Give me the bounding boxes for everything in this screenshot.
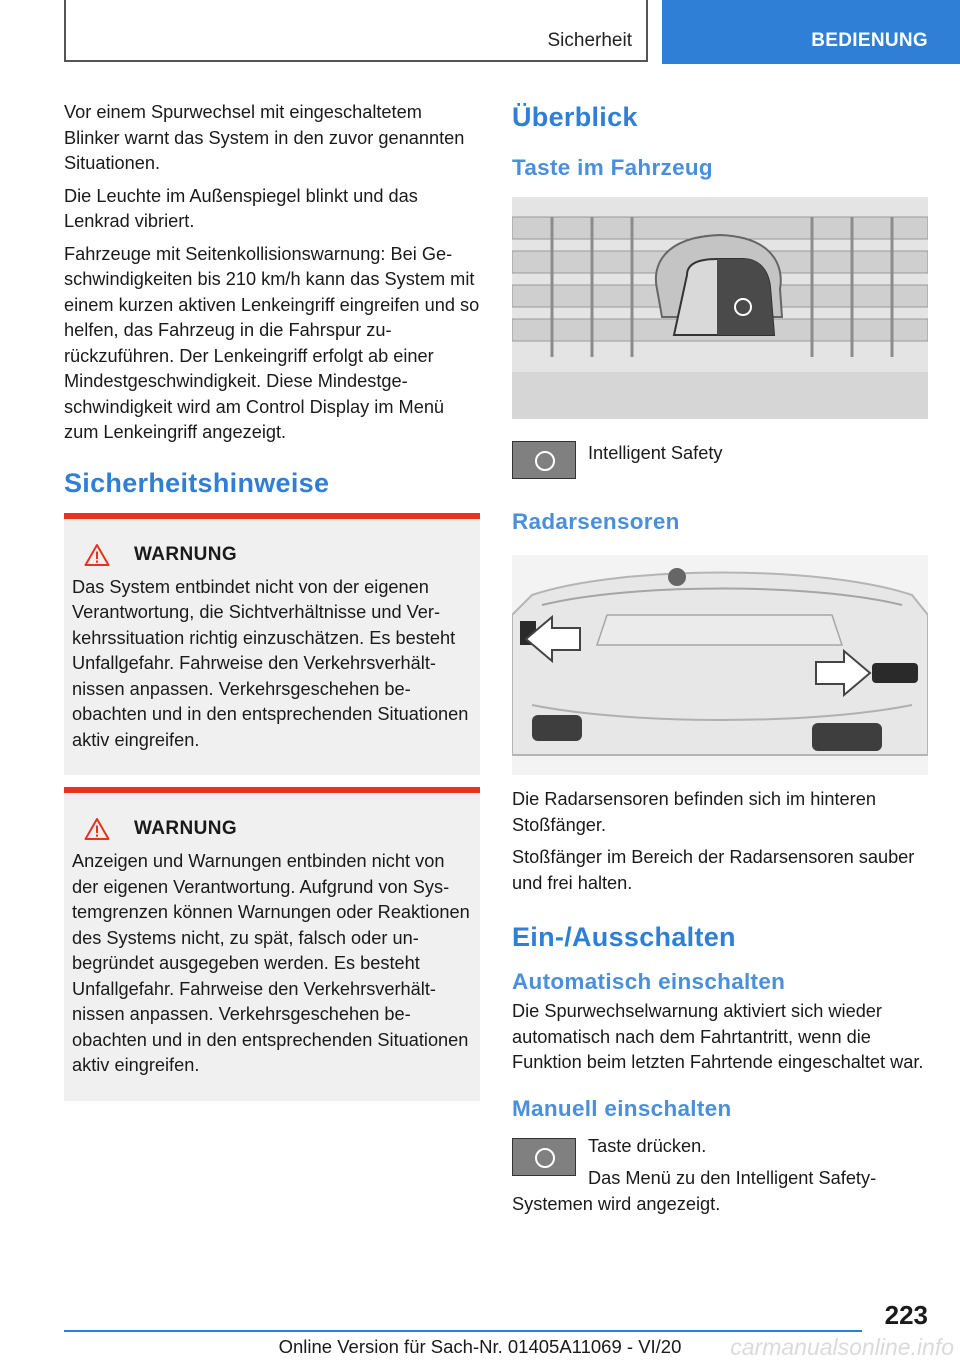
paragraph: Vor einem Spurwechsel mit eingeschaltetem Blinker warnt das System in den zuvor genannten Situationen. xyxy=(64,102,465,173)
watermark: carmanualsonline.info xyxy=(730,1334,954,1360)
intelligent-safety-button-icon xyxy=(512,1138,576,1176)
radar-sensors-image xyxy=(512,555,928,775)
heading-safety-notes: Sicherheitshinweise xyxy=(64,467,330,498)
intelligent-safety-row xyxy=(512,441,928,479)
footer-online-version: Online Version für Sach-Nr. 01405A11069 - VI/20 xyxy=(278,1336,682,1357)
intelligent-safety-button-icon xyxy=(512,441,576,479)
left-column xyxy=(64,100,480,1101)
paragraph: Stoßfänger im Bereich der Radarsensoren sauber und frei halten. xyxy=(512,847,915,893)
warning-text: Anzeigen und Warnungen entbinden nicht von der eigenen Verantwortung. Aufgrund von Systemgrenzen können Warnungen oder Reaktionen des Systems nicht, zu spät, falsch oder unbegründet ausgegeben werden. Es besteht Unfallgefahr. Fahrweise den Verkehrsverhältnissen anpassen. Verkehrsgeschehen beobachten und in den entsprechenden Situationen aktiv eingreifen. xyxy=(72,851,470,1075)
heading-radar-sensors: Radarsensoren xyxy=(512,509,680,534)
warning-text: Das System entbindet nicht von der eigenen Verantwortung, die Sichtverhältnisse und Verkehrssituation richtig einzuschätzen. Es besteht Unfallgefahr. Fahrweise den Verkehrsverhältnissen anpassen. Verkehrsgeschehen beobachten und in den entsprechenden Situationen aktiv eingreifen. xyxy=(72,576,469,750)
paragraph: Fahrzeuge mit Seitenkollisionswarnung: Bei Geschwindigkeiten bis 210 km/h kann das System mit einem kurzen aktiven Lenkeingriff eingreifen und so helfen, das Fahrzeug in die Fahrspur zurückzuführen. Der Lenkeingriff erfolgt ab einer Mindestgeschwindigkeit. Diese Mindestgeschwindigkeit wird am Control Display im Menü zum Lenkeingriff angezeigt. xyxy=(64,243,480,442)
manual-instructions xyxy=(512,1134,928,1218)
warning-box xyxy=(64,787,480,1101)
heading-overview: Überblick xyxy=(512,102,638,132)
header-chapter-tab xyxy=(662,0,960,64)
warning-title: WARNUNG xyxy=(134,543,238,565)
heading-auto-on: Automatisch einschalten xyxy=(512,969,786,994)
paragraph: Das Menü zu den Intelligent Safety-Systemen wird angezeigt. xyxy=(512,1168,877,1214)
paragraph: Taste drücken. xyxy=(588,1135,707,1156)
heading-on-off: Ein-/Ausschalten xyxy=(512,922,736,952)
dashboard-button-image xyxy=(512,197,928,419)
warning-triangle-icon xyxy=(84,817,110,841)
paragraph: Die Leuchte im Außenspiegel blinkt und das Lenkrad vibriert. xyxy=(64,185,418,231)
footer-divider xyxy=(64,1330,862,1332)
heading-button-in-vehicle: Taste im Fahrzeug xyxy=(512,155,713,180)
header-section-box xyxy=(64,0,648,62)
page-number: 223 xyxy=(884,1300,928,1330)
paragraph: Die Radarsensoren befinden sich im hinteren Stoßfänger. xyxy=(512,789,876,835)
warning-box xyxy=(64,513,480,776)
intelligent-safety-label: Intelligent Safety xyxy=(588,443,723,463)
header-chapter-title: BEDIENUNG xyxy=(811,30,928,51)
warning-triangle-icon xyxy=(84,543,110,567)
warning-title: WARNUNG xyxy=(134,818,238,839)
header-section-title: Sicherheit xyxy=(547,30,632,51)
heading-manual-on: Manuell einschalten xyxy=(512,1095,732,1121)
right-column xyxy=(512,100,928,1224)
paragraph: Die Spurwechselwarnung aktiviert sich wieder automatisch nach dem Fahrtantritt, wenn die Funktion beim letzten Fahrtende eingeschaltet war. xyxy=(512,1001,924,1072)
